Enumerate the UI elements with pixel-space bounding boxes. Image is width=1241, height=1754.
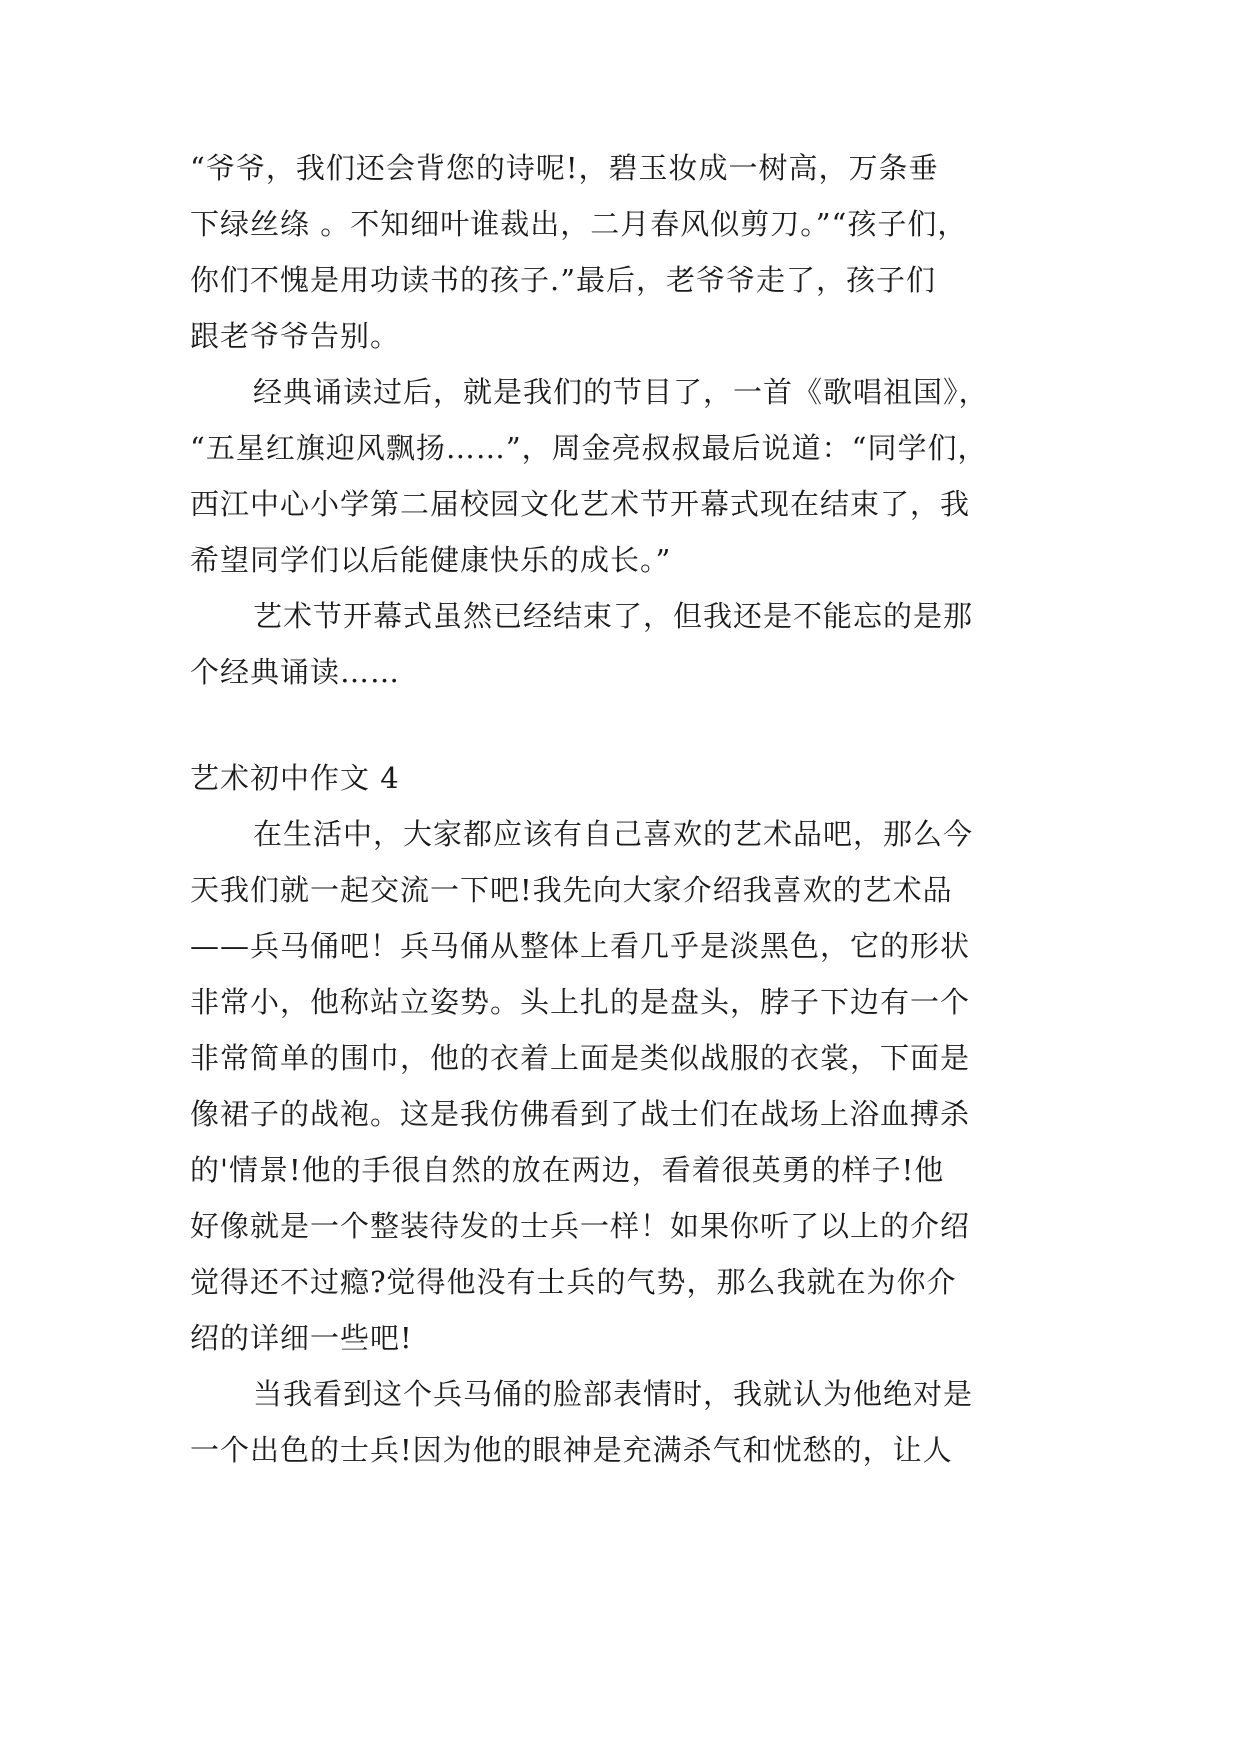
section-heading: 艺术初中作文 4	[190, 761, 400, 795]
text-line: 个经典诵读……	[190, 655, 401, 689]
paragraph-first-line: 经典诵读过后，就是我们的节目了，一首《歌唱祖国》，	[253, 375, 989, 409]
text-line: 非常小，他称站立姿势。头上扎的是盘头，脖子下边有一个	[190, 985, 971, 1019]
text-line: “爷爷，我们还会背您的诗呢!，碧玉妆成一树高，万条垂	[190, 151, 939, 185]
text-line: 觉得还不过瘾?觉得他没有士兵的气势，那么我就在为你介	[190, 1265, 957, 1299]
text-line: 跟老爷爷告别。	[190, 319, 401, 353]
text-line: ——兵马俑吧！兵马俑从整体上看几乎是淡黑色，它的形状	[190, 929, 971, 963]
text-line: 非常简单的围巾，他的衣着上面是类似战服的衣裳，下面是	[190, 1041, 971, 1075]
text-line: 西江中心小学第二届校园文化艺术节开幕式现在结束了，我	[190, 487, 971, 521]
text-line: 希望同学们以后能健康快乐的成长。”	[190, 543, 672, 577]
text-line: 绍的详细一些吧!	[190, 1321, 413, 1355]
paragraph-first-line: 当我看到这个兵马俑的脸部表情时，我就认为他绝对是	[253, 1377, 974, 1411]
text-line: 天我们就一起交流一下吧!我先向大家介绍我喜欢的艺术品	[190, 873, 953, 907]
text-line: “五星红旗迎风飘扬……”，周金亮叔叔最后说道：“同学们，	[190, 431, 988, 465]
paragraph-first-line: 在生活中，大家都应该有自己喜欢的艺术品吧，那么今	[253, 817, 974, 851]
text-line: 的'情景!他的手很自然的放在两边，看着很英勇的样子!他	[190, 1153, 945, 1187]
text-line: 你们不愧是用功读书的孩子.”最后，老爷爷走了，孩子们	[190, 263, 937, 297]
text-line: 一个出色的士兵!因为他的眼神是充满杀气和忧愁的，让人	[190, 1433, 953, 1467]
text-line: 好像就是一个整装待发的士兵一样！如果你听了以上的介绍	[190, 1209, 971, 1243]
text-line: 下绿丝绦 。不知细叶谁裁出，二月春风似剪刀。”“孩子们，	[190, 207, 968, 241]
paragraph-first-line: 艺术节开幕式虽然已经结束了，但我还是不能忘的是那	[253, 599, 974, 633]
text-line: 像裙子的战袍。这是我仿佛看到了战士们在战场上浴血搏杀	[190, 1097, 971, 1131]
